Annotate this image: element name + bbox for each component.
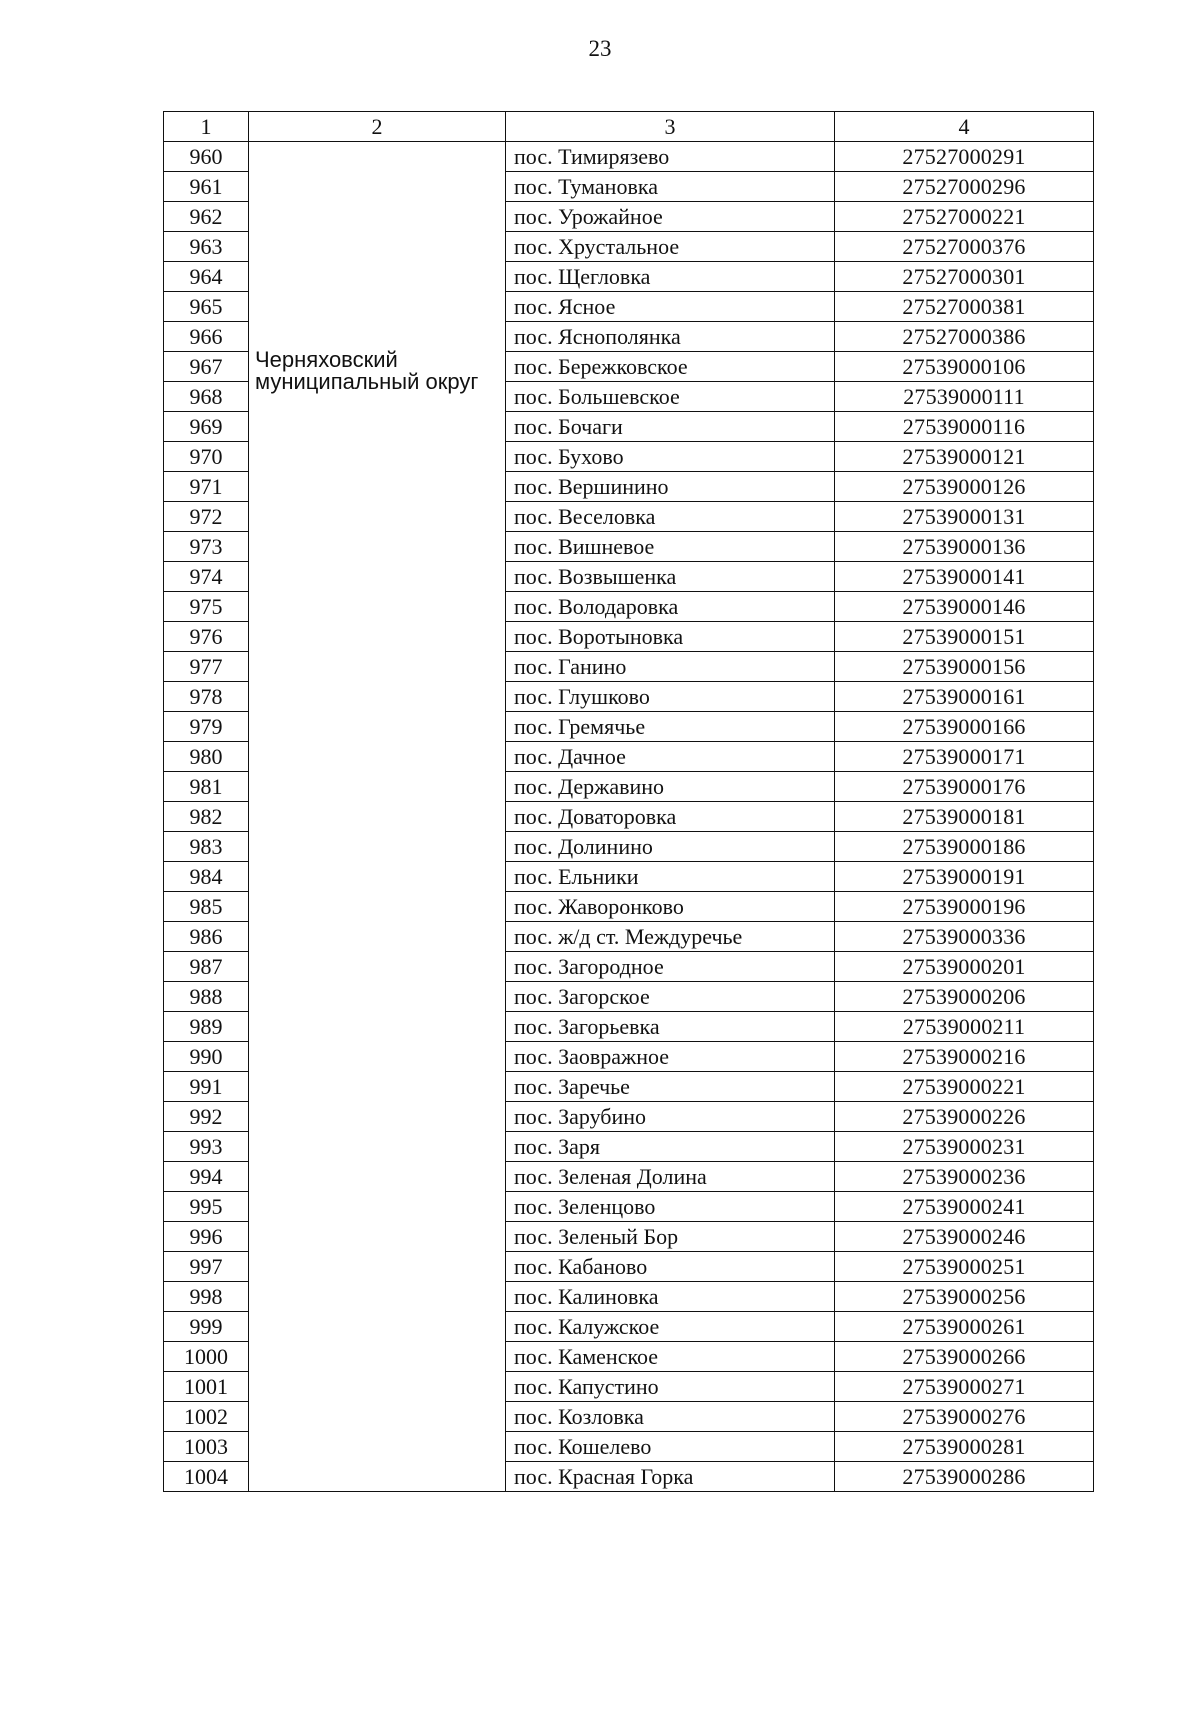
settlement-name: пос. Бережковское xyxy=(506,352,835,382)
settlement-name: пос. Вишневое xyxy=(506,532,835,562)
row-number: 980 xyxy=(164,742,249,772)
row-number: 994 xyxy=(164,1162,249,1192)
oktmo-code: 27527000386 xyxy=(835,322,1094,352)
row-number: 1001 xyxy=(164,1372,249,1402)
settlement-name: пос. Бочаги xyxy=(506,412,835,442)
row-number: 965 xyxy=(164,292,249,322)
row-number: 987 xyxy=(164,952,249,982)
settlement-name: пос. Вершинино xyxy=(506,472,835,502)
oktmo-code: 27539000126 xyxy=(835,472,1094,502)
settlement-name: пос. Зарубино xyxy=(506,1102,835,1132)
row-number: 997 xyxy=(164,1252,249,1282)
row-number: 970 xyxy=(164,442,249,472)
row-number: 968 xyxy=(164,382,249,412)
row-number: 1004 xyxy=(164,1462,249,1492)
settlement-name: пос. Козловка xyxy=(506,1402,835,1432)
row-number: 1002 xyxy=(164,1402,249,1432)
settlement-name: пос. Глушково xyxy=(506,682,835,712)
settlement-name: пос. Кошелево xyxy=(506,1432,835,1462)
row-number: 983 xyxy=(164,832,249,862)
oktmo-code: 27539000196 xyxy=(835,892,1094,922)
oktmo-code: 27539000221 xyxy=(835,1072,1094,1102)
oktmo-code: 27539000131 xyxy=(835,502,1094,532)
oktmo-code: 27539000186 xyxy=(835,832,1094,862)
district-name: Черняховский муниципальный округ xyxy=(255,347,479,394)
oktmo-code: 27539000151 xyxy=(835,622,1094,652)
table-body xyxy=(164,142,1094,1492)
oktmo-code: 27539000231 xyxy=(835,1132,1094,1162)
row-number: 969 xyxy=(164,412,249,442)
settlement-name: пос. Большевское xyxy=(506,382,835,412)
oktmo-code: 27539000156 xyxy=(835,652,1094,682)
row-number: 976 xyxy=(164,622,249,652)
settlement-name: пос. ж/д ст. Междуречье xyxy=(506,922,835,952)
row-number: 1000 xyxy=(164,1342,249,1372)
row-number: 974 xyxy=(164,562,249,592)
header-col-4: 4 xyxy=(835,112,1094,142)
row-number: 990 xyxy=(164,1042,249,1072)
row-number: 988 xyxy=(164,982,249,1012)
settlement-name: пос. Заовражное xyxy=(506,1042,835,1072)
oktmo-code: 27539000286 xyxy=(835,1462,1094,1492)
settlement-name: пос. Зеленый Бор xyxy=(506,1222,835,1252)
header-col-1: 1 xyxy=(164,112,249,142)
oktmo-code: 27539000281 xyxy=(835,1432,1094,1462)
oktmo-code: 27539000181 xyxy=(835,802,1094,832)
settlement-name: пос. Ясное xyxy=(506,292,835,322)
row-number: 961 xyxy=(164,172,249,202)
oktmo-code: 27539000116 xyxy=(835,412,1094,442)
row-number: 981 xyxy=(164,772,249,802)
oktmo-code: 27539000256 xyxy=(835,1282,1094,1312)
settlement-name: пос. Державино xyxy=(506,772,835,802)
row-number: 966 xyxy=(164,322,249,352)
oktmo-code: 27539000271 xyxy=(835,1372,1094,1402)
settlement-name: пос. Ганино xyxy=(506,652,835,682)
table-header xyxy=(164,112,1094,142)
row-number: 992 xyxy=(164,1102,249,1132)
settlement-name: пос. Заречье xyxy=(506,1072,835,1102)
oktmo-code: 27539000171 xyxy=(835,742,1094,772)
row-number: 967 xyxy=(164,352,249,382)
row-number: 971 xyxy=(164,472,249,502)
row-number: 962 xyxy=(164,202,249,232)
settlement-name: пос. Калужское xyxy=(506,1312,835,1342)
settlement-name: пос. Тимирязево xyxy=(506,142,835,172)
row-number: 982 xyxy=(164,802,249,832)
district-cell xyxy=(249,142,506,1492)
row-number: 995 xyxy=(164,1192,249,1222)
settlement-name: пос. Бухово xyxy=(506,442,835,472)
oktmo-code: 27539000216 xyxy=(835,1042,1094,1072)
settlement-name: пос. Долинино xyxy=(506,832,835,862)
row-number: 986 xyxy=(164,922,249,952)
settlement-name: пос. Веселовка xyxy=(506,502,835,532)
settlement-name: пос. Капустино xyxy=(506,1372,835,1402)
oktmo-code: 27527000301 xyxy=(835,262,1094,292)
oktmo-code: 27539000121 xyxy=(835,442,1094,472)
settlement-name: пос. Загорское xyxy=(506,982,835,1012)
oktmo-code: 27539000111 xyxy=(835,382,1094,412)
settlement-name: пос. Воротыновка xyxy=(506,622,835,652)
row-number: 964 xyxy=(164,262,249,292)
district-spacer xyxy=(255,142,499,349)
oktmo-code: 27539000336 xyxy=(835,922,1094,952)
settlement-name: пос. Дачное xyxy=(506,742,835,772)
row-number: 985 xyxy=(164,892,249,922)
oktmo-code: 27539000251 xyxy=(835,1252,1094,1282)
settlement-name: пос. Доваторовка xyxy=(506,802,835,832)
row-number: 998 xyxy=(164,1282,249,1312)
oktmo-code: 27539000106 xyxy=(835,352,1094,382)
row-number: 978 xyxy=(164,682,249,712)
row-number: 975 xyxy=(164,592,249,622)
row-number: 984 xyxy=(164,862,249,892)
oktmo-code: 27539000246 xyxy=(835,1222,1094,1252)
oktmo-code: 27539000146 xyxy=(835,592,1094,622)
oktmo-code: 27527000291 xyxy=(835,142,1094,172)
oktmo-code: 27539000226 xyxy=(835,1102,1094,1132)
row-number: 979 xyxy=(164,712,249,742)
oktmo-code: 27539000161 xyxy=(835,682,1094,712)
oktmo-code: 27539000141 xyxy=(835,562,1094,592)
row-number: 999 xyxy=(164,1312,249,1342)
row-number: 1003 xyxy=(164,1432,249,1462)
settlement-name: пос. Красная Горка xyxy=(506,1462,835,1492)
oktmo-code: 27539000201 xyxy=(835,952,1094,982)
oktmo-code: 27539000241 xyxy=(835,1192,1094,1222)
row-number: 977 xyxy=(164,652,249,682)
row-number: 960 xyxy=(164,142,249,172)
settlement-name: пос. Жаворонково xyxy=(506,892,835,922)
oktmo-code: 27539000276 xyxy=(835,1402,1094,1432)
oktmo-code: 27539000206 xyxy=(835,982,1094,1012)
row-number: 991 xyxy=(164,1072,249,1102)
row-number: 972 xyxy=(164,502,249,532)
settlement-name: пос. Гремячье xyxy=(506,712,835,742)
oktmo-code: 27527000221 xyxy=(835,202,1094,232)
header-row xyxy=(164,112,1094,142)
oktmo-code: 27527000381 xyxy=(835,292,1094,322)
oktmo-code: 27539000266 xyxy=(835,1342,1094,1372)
oktmo-code: 27527000296 xyxy=(835,172,1094,202)
row-number: 993 xyxy=(164,1132,249,1162)
settlement-name: пос. Володаровка xyxy=(506,592,835,622)
settlement-name: пос. Урожайное xyxy=(506,202,835,232)
oktmo-code: 27539000191 xyxy=(835,862,1094,892)
table-row xyxy=(164,142,1094,172)
settlement-name: пос. Заря xyxy=(506,1132,835,1162)
settlement-name: пос. Загорьевка xyxy=(506,1012,835,1042)
oktmo-code: 27539000166 xyxy=(835,712,1094,742)
header-col-3: 3 xyxy=(506,112,835,142)
settlement-name: пос. Кабаново xyxy=(506,1252,835,1282)
settlement-name: пос. Калиновка xyxy=(506,1282,835,1312)
settlement-name: пос. Ельники xyxy=(506,862,835,892)
row-number: 963 xyxy=(164,232,249,262)
settlement-name: пос. Каменское xyxy=(506,1342,835,1372)
oktmo-code: 27539000136 xyxy=(835,532,1094,562)
oktmo-code: 27527000376 xyxy=(835,232,1094,262)
oktmo-code: 27539000236 xyxy=(835,1162,1094,1192)
settlement-name: пос. Хрустальное xyxy=(506,232,835,262)
settlement-name: пос. Зеленцово xyxy=(506,1192,835,1222)
settlement-name: пос. Зеленая Долина xyxy=(506,1162,835,1192)
oktmo-code: 27539000176 xyxy=(835,772,1094,802)
settlement-name: пос. Щегловка xyxy=(506,262,835,292)
row-number: 973 xyxy=(164,532,249,562)
settlement-name: пос. Яснополянка xyxy=(506,322,835,352)
oktmo-code: 27539000211 xyxy=(835,1012,1094,1042)
settlement-name: пос. Тумановка xyxy=(506,172,835,202)
settlements-table xyxy=(163,111,1094,1492)
header-col-2: 2 xyxy=(249,112,506,142)
settlement-name: пос. Загородное xyxy=(506,952,835,982)
settlement-name: пос. Возвышенка xyxy=(506,562,835,592)
row-number: 996 xyxy=(164,1222,249,1252)
page-number: 23 xyxy=(588,36,612,61)
row-number: 989 xyxy=(164,1012,249,1042)
oktmo-code: 27539000261 xyxy=(835,1312,1094,1342)
